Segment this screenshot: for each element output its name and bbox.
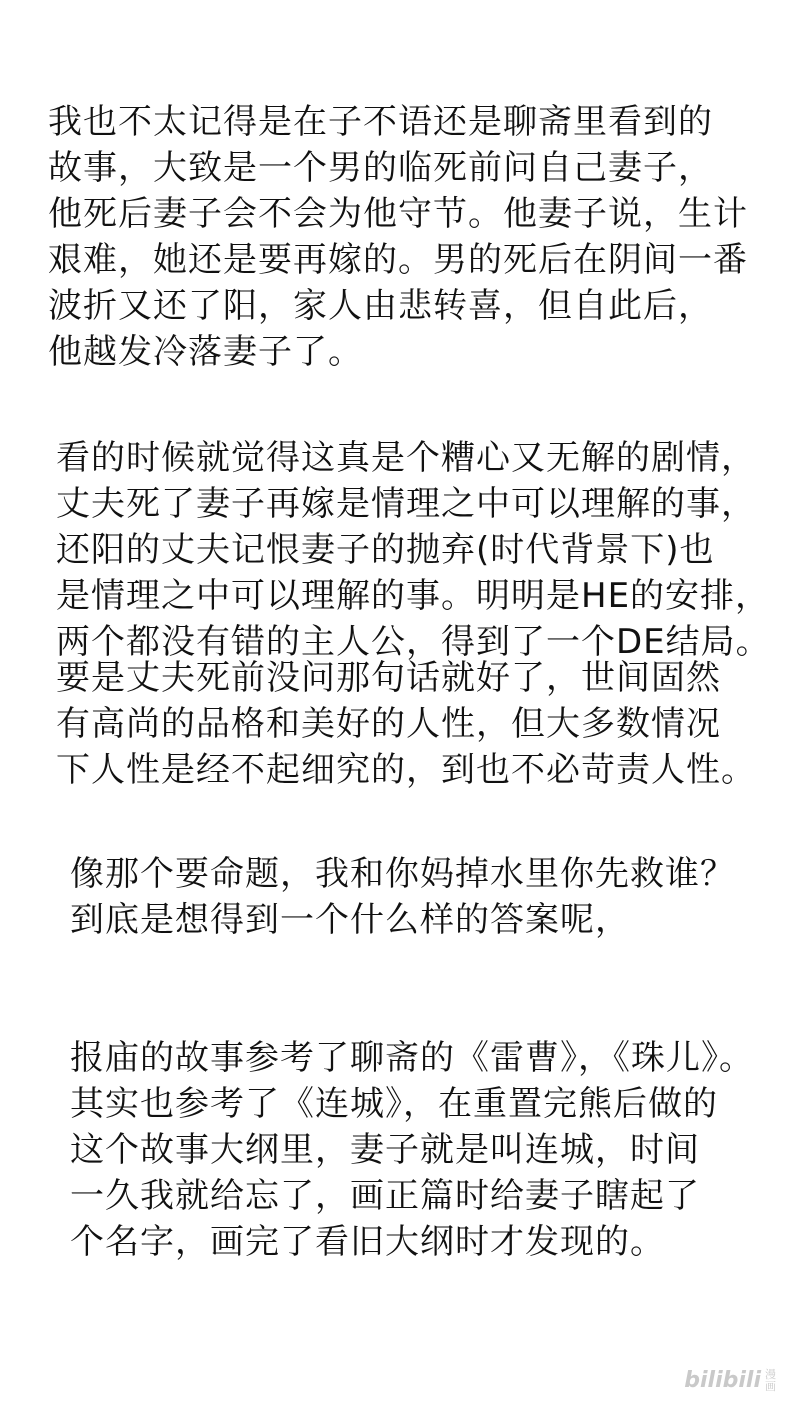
text-line: 看的时候就觉得这真是个糟心又无解的剧情， bbox=[56, 438, 756, 478]
text-line: 这个故事大纲里，妻子就是叫连城，时间 bbox=[70, 1130, 700, 1170]
text-line: 两个都没有错的主人公，得到了一个DE结局。 bbox=[56, 622, 771, 662]
text-line: 他越发冷落妻子了。 bbox=[48, 332, 363, 372]
watermark-side-label bbox=[765, 1369, 776, 1393]
text-line: 到底是想得到一个什么样的答案呢， bbox=[70, 900, 630, 940]
watermark-side-char: 漫 bbox=[765, 1367, 776, 1381]
text-line: 他死后妻子会不会为他守节。他妻子说，生计 bbox=[48, 194, 748, 234]
text-line: 一久我就给忘了，画正篇时给妻子瞎起了 bbox=[70, 1176, 700, 1216]
watermark-logo-text: bilibili bbox=[684, 1368, 761, 1393]
text-line: 像那个要命题，我和你妈掉水里你先救谁？ bbox=[70, 854, 735, 894]
text-line: 个名字，画完了看旧大纲时才发现的。 bbox=[70, 1222, 665, 1262]
text-line: 还阳的丈夫记恨妻子的抛弃(时代背景下)也 bbox=[56, 530, 715, 570]
text-line: 波折又还了阳，家人由悲转喜，但自此后， bbox=[48, 286, 713, 326]
text-line: 其实也参考了《连城》，在重置完熊后做的 bbox=[70, 1084, 718, 1124]
text-line: 故事，大致是一个男的临死前问自己妻子， bbox=[48, 148, 713, 188]
text-line: 报庙的故事参考了聊斋的《雷曹》，《珠儿》。 bbox=[70, 1038, 754, 1078]
bilibili-manga-watermark bbox=[684, 1368, 776, 1393]
text-line: 下人性是经不起细究的，到也不必苛责人性。 bbox=[56, 750, 756, 790]
text-line: 艰难，她还是要再嫁的。男的死后在阴间一番 bbox=[48, 240, 748, 280]
text-line: 我也不太记得是在子不语还是聊斋里看到的 bbox=[48, 102, 713, 142]
text-line: 要是丈夫死前没问那句话就好了，世间固然 bbox=[56, 658, 721, 698]
text-line: 丈夫死了妻子再嫁是情理之中可以理解的事， bbox=[56, 484, 756, 524]
text-line: 有高尚的品格和美好的人性，但大多数情况 bbox=[56, 704, 721, 744]
watermark-side-char: 画 bbox=[765, 1379, 776, 1393]
text-line: 是情理之中可以理解的事。明明是HE的安排， bbox=[56, 576, 771, 616]
